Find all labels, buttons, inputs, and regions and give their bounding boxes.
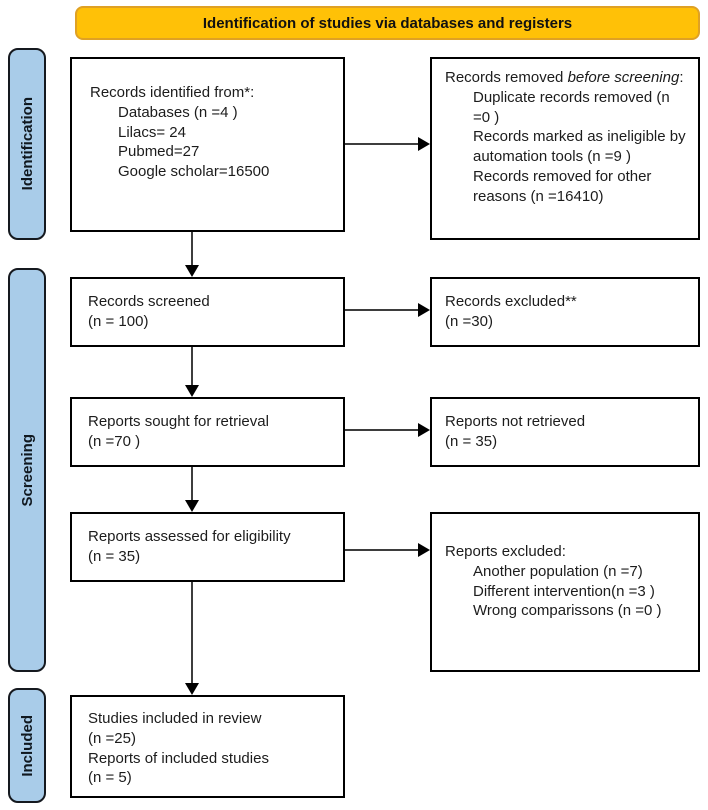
phase-label-identification <box>8 48 46 240</box>
right-arrow-line-screened-to-excluded <box>345 309 419 311</box>
phase-identification-text: Identification <box>18 97 36 191</box>
records-identified-item: Pubmed=27 <box>118 143 200 161</box>
records-identified-item: Google scholar=16500 <box>118 163 270 181</box>
phase-included-text: Included <box>18 714 36 777</box>
box-records-screened <box>70 277 345 347</box>
records-removed-title <box>445 68 690 88</box>
records-removed-title-suffix: : <box>679 69 684 86</box>
reports-assessed-line1: Reports assessed for eligibility <box>88 528 291 545</box>
records-screened-line1: Records screened <box>88 293 210 310</box>
right-arrow-line-sought-to-not-retrieved <box>345 429 419 431</box>
box-reports-sought <box>70 397 345 467</box>
studies-included-line: (n = 5) <box>88 769 132 787</box>
reports-excluded-title: Reports excluded: <box>445 543 566 560</box>
reports-excluded-item: Another population (n =7) <box>473 562 643 580</box>
reports-assessed-line2: (n = 35) <box>88 547 141 565</box>
box-reports-excluded <box>430 512 700 672</box>
down-arrow-head-assessed-to-included <box>185 683 199 695</box>
right-arrow-head-identified-to-removed <box>418 137 430 151</box>
reports-sought-line1: Reports sought for retrieval <box>88 413 269 430</box>
banner-identification-of-studies <box>75 6 700 40</box>
right-arrow-line-assessed-to-reports-excluded <box>345 549 419 551</box>
records-removed-item: Duplicate records removed (n =0 ) <box>473 88 670 126</box>
box-studies-included <box>70 695 345 798</box>
down-arrow-head-screened-to-sought <box>185 385 199 397</box>
records-removed-title-prefix: Records removed <box>445 69 568 86</box>
reports-sought-line2: (n =70 ) <box>88 432 141 450</box>
reports-excluded-item: Different intervention(n =3 ) <box>473 582 655 600</box>
down-arrow-line-identified-to-screened <box>191 232 193 266</box>
studies-included-line: Studies included in review <box>88 710 262 727</box>
reports-not-retrieved-line1: Reports not retrieved <box>445 413 586 430</box>
box-reports-not-retrieved <box>430 397 700 467</box>
records-identified-item: Lilacs= 24 <box>118 123 186 141</box>
records-removed-item: Records marked as ineligible by automation tools (n =9 ) <box>473 128 686 166</box>
records-screened-line2: (n = 100) <box>88 312 149 330</box>
phase-label-screening <box>8 268 46 672</box>
right-arrow-head-assessed-to-reports-excluded <box>418 543 430 557</box>
phase-label-included <box>8 688 46 803</box>
records-excluded-line2: (n =30) <box>445 312 493 330</box>
records-excluded-line1: Records excluded** <box>445 293 577 310</box>
box-records-removed <box>430 57 700 240</box>
down-arrow-line-assessed-to-included <box>191 582 193 684</box>
reports-excluded-item: Wrong comparissons (n =0 ) <box>473 602 662 620</box>
records-identified-title: Records identified from*: <box>90 84 255 101</box>
right-arrow-head-screened-to-excluded <box>418 303 430 317</box>
records-identified-item: Databases (n =4 ) <box>118 103 238 121</box>
box-records-excluded <box>430 277 700 347</box>
studies-included-line: Reports of included studies <box>88 749 269 767</box>
down-arrow-head-sought-to-assessed <box>185 500 199 512</box>
down-arrow-line-sought-to-assessed <box>191 467 193 501</box>
records-removed-title-italic: before screening <box>567 69 680 86</box>
right-arrow-head-sought-to-not-retrieved <box>418 423 430 437</box>
right-arrow-line-identified-to-removed <box>345 143 419 145</box>
down-arrow-head-identified-to-screened <box>185 265 199 277</box>
box-records-identified <box>70 57 345 232</box>
down-arrow-line-screened-to-sought <box>191 347 193 386</box>
banner-title: Identification of studies via databases and registers <box>202 14 573 32</box>
box-reports-assessed <box>70 512 345 582</box>
studies-included-line: (n =25) <box>88 729 136 747</box>
records-removed-item: Records removed for other reasons (n =16410) <box>473 167 652 205</box>
phase-screening-text: Screening <box>18 433 36 507</box>
reports-not-retrieved-line2: (n = 35) <box>445 432 498 450</box>
